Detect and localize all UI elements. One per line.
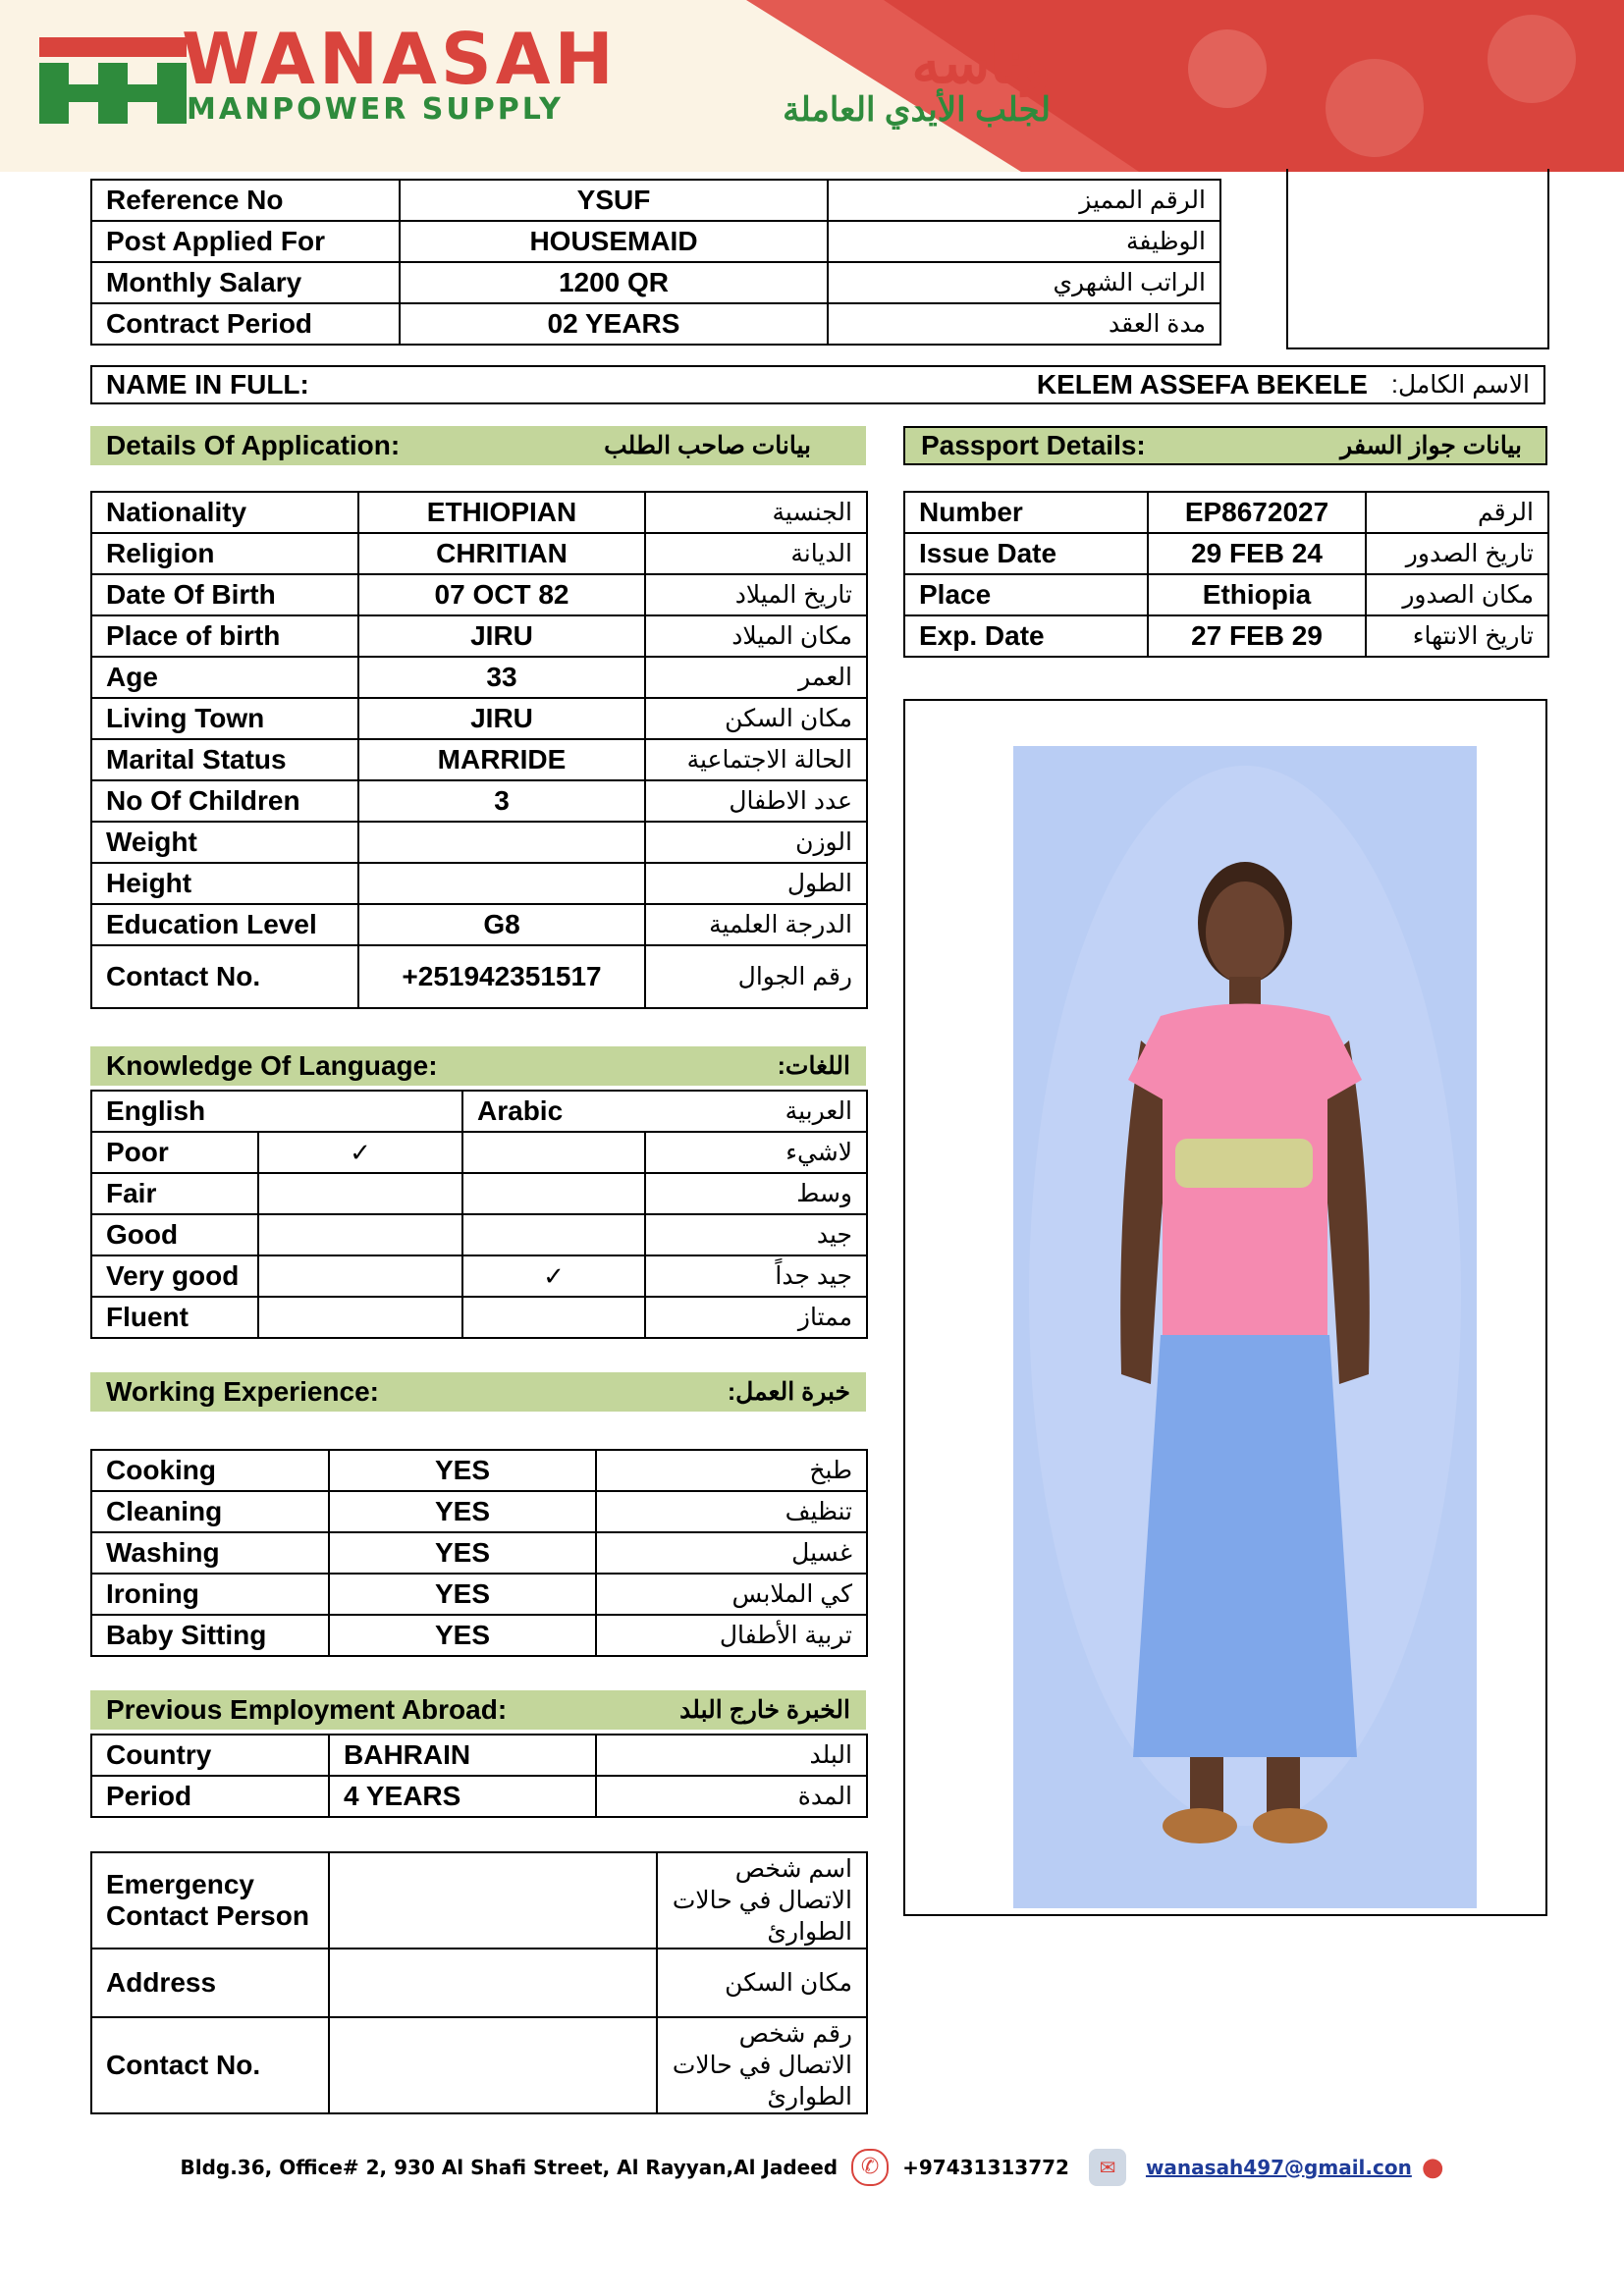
abroad-section-title-arabic: الخبرة خارج البلد (679, 1696, 850, 1724)
reference-table (90, 179, 1221, 346)
application-section-title-arabic: بيانات صاحب الطلب (604, 432, 811, 459)
language-level-label-arabic: وسط (645, 1173, 867, 1214)
applicant-photo (1013, 746, 1477, 1908)
application-row (91, 574, 867, 615)
passport-row-label-arabic: مكان الصدور (1366, 574, 1548, 615)
language-level-label: Fair (91, 1173, 258, 1214)
application-row (91, 657, 867, 698)
passport-section-header (903, 426, 1547, 465)
application-row-label-arabic: الطول (645, 863, 867, 904)
language-level-label-arabic: جيد جداً (645, 1255, 867, 1297)
passport-row-value: Ethiopia (1148, 574, 1366, 615)
language-level-label-arabic: ممتاز (645, 1297, 867, 1338)
application-row-value: 33 (358, 657, 645, 698)
experience-section-title-arabic: خبرة العمل: (727, 1378, 850, 1406)
application-row-label: Nationality (91, 492, 358, 533)
experience-row-label-arabic: غسيل (596, 1532, 867, 1574)
header (0, 0, 1624, 172)
passport-row-label-arabic: تاريخ الصدور (1366, 533, 1548, 574)
application-row-label: Living Town (91, 698, 358, 739)
experience-row-label-arabic: كي الملابس (596, 1574, 867, 1615)
reference-row (91, 303, 1220, 345)
emergency-row-value (329, 2017, 657, 2113)
language-section-title: Knowledge Of Language: (106, 1050, 438, 1081)
experience-row-label: Washing (91, 1532, 329, 1574)
full-name-value: KELEM ASSEFA BEKELE (1036, 369, 1368, 400)
application-row (91, 533, 867, 574)
passport-row-label-arabic: الرقم (1366, 492, 1548, 533)
emergency-row (91, 2017, 867, 2113)
language-level-label: Fluent (91, 1297, 258, 1338)
application-row (91, 904, 867, 945)
experience-section-header (90, 1372, 866, 1412)
abroad-row-label: Country (91, 1735, 329, 1776)
abroad-row-value: 4 YEARS (329, 1776, 596, 1817)
reference-row-label-arabic: مدة العقد (828, 303, 1220, 345)
reference-row-value: HOUSEMAID (400, 221, 828, 262)
reference-row-value: YSUF (400, 180, 828, 221)
experience-row (91, 1491, 867, 1532)
application-row-label-arabic: رقم الجوال (645, 945, 867, 1008)
abroad-row (91, 1735, 867, 1776)
application-row-label: Contact No. (91, 945, 358, 1008)
reference-row-label: Monthly Salary (91, 262, 400, 303)
language-col-arabic-ar: العربية (645, 1091, 867, 1132)
application-row-value: ETHIOPIAN (358, 492, 645, 533)
reference-row-label-arabic: الوظيفة (828, 221, 1220, 262)
application-row (91, 615, 867, 657)
experience-section-title: Working Experience: (106, 1376, 380, 1407)
passport-row (904, 574, 1548, 615)
footer-phone: +97431313772 (902, 2156, 1069, 2179)
application-row-label: Weight (91, 822, 358, 863)
application-row-label: Marital Status (91, 739, 358, 780)
passport-row-label: Place (904, 574, 1148, 615)
application-row-label-arabic: الحالة الاجتماعية (645, 739, 867, 780)
application-row-label-arabic: مكان السكن (645, 698, 867, 739)
passport-row (904, 533, 1548, 574)
footer-address: Bldg.36, Office# 2, 930 Al Shafi Street, Al Rayyan,Al Jadeed (180, 2156, 839, 2179)
abroad-row-label-arabic: البلد (596, 1735, 867, 1776)
language-row (91, 1255, 867, 1297)
application-row-value: 07 OCT 82 (358, 574, 645, 615)
experience-table (90, 1449, 868, 1657)
application-row (91, 698, 867, 739)
abroad-row (91, 1776, 867, 1817)
application-row-value: G8 (358, 904, 645, 945)
emergency-row (91, 1852, 867, 1949)
language-english-check (258, 1173, 462, 1214)
application-row-label: No Of Children (91, 780, 358, 822)
language-arabic-check (462, 1297, 645, 1338)
passport-row (904, 492, 1548, 533)
passport-row-label: Number (904, 492, 1148, 533)
language-english-check (258, 1214, 462, 1255)
application-row-value (358, 822, 645, 863)
application-row-label-arabic: الوزن (645, 822, 867, 863)
passport-row-label: Issue Date (904, 533, 1148, 574)
language-level-label: Very good (91, 1255, 258, 1297)
emergency-table (90, 1851, 868, 2114)
application-row (91, 739, 867, 780)
language-header-row (91, 1091, 867, 1132)
emergency-row (91, 1949, 867, 2017)
experience-row-label-arabic: طبخ (596, 1450, 867, 1491)
experience-row-label: Cooking (91, 1450, 329, 1491)
application-row-value: CHRITIAN (358, 533, 645, 574)
abroad-table (90, 1734, 868, 1818)
language-row (91, 1214, 867, 1255)
email-icon: ✉ (1089, 2149, 1126, 2186)
experience-row (91, 1532, 867, 1574)
application-row (91, 780, 867, 822)
language-row (91, 1297, 867, 1338)
abroad-row-label-arabic: المدة (596, 1776, 867, 1817)
passport-row-value: 27 FEB 29 (1148, 615, 1366, 657)
photo-frame (903, 699, 1547, 1916)
application-row-label: Place of birth (91, 615, 358, 657)
application-row-label: Age (91, 657, 358, 698)
abroad-row-label: Period (91, 1776, 329, 1817)
logo-text-arabic: وناسه (911, 31, 1051, 95)
language-level-label: Good (91, 1214, 258, 1255)
application-row-label-arabic: تاريخ الميلاد (645, 574, 867, 615)
emergency-row-label-arabic: مكان السكن (657, 1949, 867, 2017)
passport-section-title-arabic: بيانات جواز السفر (1340, 432, 1522, 459)
passport-row-label: Exp. Date (904, 615, 1148, 657)
emergency-row-label-arabic: اسم شخص الاتصال في حالات الطوارئ (657, 1852, 867, 1949)
experience-row-value: YES (329, 1450, 596, 1491)
application-row-label-arabic: الديانة (645, 533, 867, 574)
application-table (90, 491, 868, 1009)
reference-row-label-arabic: الراتب الشهري (828, 262, 1220, 303)
logo-icon (39, 37, 187, 126)
experience-row (91, 1450, 867, 1491)
application-row-value (358, 863, 645, 904)
reference-row (91, 262, 1220, 303)
application-row-value: +251942351517 (358, 945, 645, 1008)
experience-row (91, 1574, 867, 1615)
application-row-value: JIRU (358, 615, 645, 657)
experience-row-value: YES (329, 1491, 596, 1532)
application-row (91, 945, 867, 1008)
application-row-label-arabic: العمر (645, 657, 867, 698)
language-arabic-check (462, 1173, 645, 1214)
passport-row-value: EP8672027 (1148, 492, 1366, 533)
application-row-value: JIRU (358, 698, 645, 739)
abroad-row-value: BAHRAIN (329, 1735, 596, 1776)
emergency-row-value (329, 1949, 657, 2017)
emergency-row-label: Address (91, 1949, 329, 2017)
reference-side-box (1286, 169, 1549, 349)
experience-row-value: YES (329, 1574, 596, 1615)
language-table (90, 1090, 868, 1339)
language-english-check (258, 1255, 462, 1297)
tagline: MANPOWER SUPPLY (187, 92, 564, 127)
application-row (91, 822, 867, 863)
reference-row-label-arabic: الرقم المميز (828, 180, 1220, 221)
language-arabic-check (462, 1132, 645, 1173)
passport-table (903, 491, 1549, 658)
language-english-check (258, 1297, 462, 1338)
abroad-section-title: Previous Employment Abroad: (106, 1694, 508, 1725)
application-section-title: Details Of Application: (106, 430, 401, 460)
application-row (91, 492, 867, 533)
full-name-row (90, 365, 1545, 404)
logo-text: WANASAH (182, 18, 618, 100)
reference-row-label: Post Applied For (91, 221, 400, 262)
language-arabic-check (462, 1214, 645, 1255)
experience-row-label: Baby Sitting (91, 1615, 329, 1656)
reference-row-value: 02 YEARS (400, 303, 828, 345)
emergency-row-label: Contact No. (91, 2017, 329, 2113)
reference-row-label: Reference No (91, 180, 400, 221)
application-row-label-arabic: الدرجة العلمية (645, 904, 867, 945)
language-section-title-arabic: اللغات: (777, 1052, 850, 1080)
language-level-label: Poor (91, 1132, 258, 1173)
application-row-label-arabic: عدد الاطفال (645, 780, 867, 822)
tagline-arabic: لجلب الأيدي العاملة (783, 91, 1051, 129)
language-level-label-arabic: جيد (645, 1214, 867, 1255)
passport-row-value: 29 FEB 24 (1148, 533, 1366, 574)
phone-icon: ✆ (851, 2149, 889, 2186)
full-name-label: NAME IN FULL: (106, 369, 309, 400)
application-row-label: Height (91, 863, 358, 904)
experience-row-label-arabic: تربية الأطفال (596, 1615, 867, 1656)
passport-row-label-arabic: تاريخ الانتهاء (1366, 615, 1548, 657)
application-row-label: Education Level (91, 904, 358, 945)
experience-row-value: YES (329, 1615, 596, 1656)
passport-section-title: Passport Details: (921, 430, 1146, 460)
experience-row-label-arabic: تنظيف (596, 1491, 867, 1532)
abroad-section-header (90, 1690, 866, 1730)
location-pin-icon: ● (1421, 2153, 1444, 2182)
footer-email[interactable]: wanasah497@gmail.con (1145, 2156, 1412, 2179)
reference-row-label: Contract Period (91, 303, 400, 345)
footer (0, 2146, 1624, 2189)
experience-row-label: Ironing (91, 1574, 329, 1615)
experience-row-label: Cleaning (91, 1491, 329, 1532)
application-row-value: 3 (358, 780, 645, 822)
reference-row-value: 1200 QR (400, 262, 828, 303)
language-col-english: English (91, 1091, 462, 1132)
emergency-row-label-arabic: رقم شخص الاتصال في حالات الطوارئ (657, 2017, 867, 2113)
emergency-row-value (329, 1852, 657, 1949)
application-section-header (90, 426, 866, 465)
application-row-label: Religion (91, 533, 358, 574)
application-row-label: Date Of Birth (91, 574, 358, 615)
reference-row (91, 180, 1220, 221)
experience-row (91, 1615, 867, 1656)
emergency-row-label: Emergency Contact Person (91, 1852, 329, 1949)
experience-row-value: YES (329, 1532, 596, 1574)
language-arabic-check: ✓ (462, 1255, 645, 1297)
language-level-label-arabic: لاشيء (645, 1132, 867, 1173)
application-row-label-arabic: الجنسية (645, 492, 867, 533)
language-section-header (90, 1046, 866, 1086)
language-english-check: ✓ (258, 1132, 462, 1173)
application-row-label-arabic: مكان الميلاد (645, 615, 867, 657)
language-row (91, 1173, 867, 1214)
passport-row (904, 615, 1548, 657)
application-row-value: MARRIDE (358, 739, 645, 780)
language-col-arabic: Arabic (462, 1091, 645, 1132)
full-name-label-arabic: الاسم الكامل: (1391, 371, 1530, 399)
reference-row (91, 221, 1220, 262)
language-row (91, 1132, 867, 1173)
application-row (91, 863, 867, 904)
